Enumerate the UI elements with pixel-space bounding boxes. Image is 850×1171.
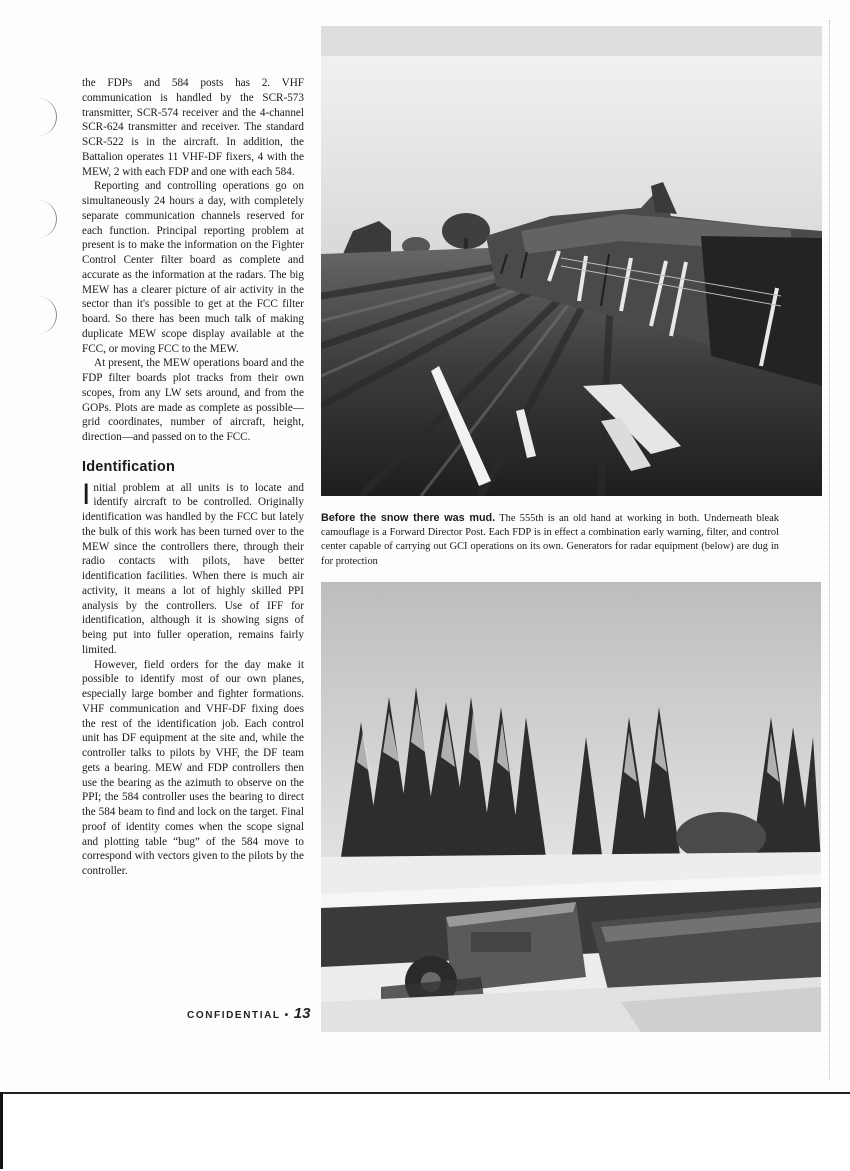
body-paragraph: However, field orders for the day make it possible to identify most of our own planes, especially large bomber and fighter formations. VHF communication and VHF-DF fixing does the rest of the identification job. Each control unit has DF equipment at the site and, while the controller talks to pilots by VHF, the DF team gets a bearing. MEW and FDP controllers then use the bearing as the azimuth to observe on the PPI; the 584 controller uses the bearing to direct the 584 beam to find and lock on the target. Final proof of identity comes when the scope signal and plotting table “bug” of the 584 move to correspond with vectors given to the pilots by the controller. xyxy=(82,658,304,877)
scan-bottom-margin xyxy=(0,1092,850,1171)
footer-separator: • xyxy=(284,1010,290,1021)
caption-heading: Before the snow there was mud. xyxy=(321,512,496,524)
scan-edge-mark xyxy=(0,1092,3,1169)
body-paragraph: the FDPs and 584 posts has 2. VHF communication is handled by the SCR-573 transmitter, SCR-574 receiver and the 4-channel SCR-624 transmitter and receiver. The standard SCR-522 is in the aircraft. In addition, the Battalion operates 11 VHF-DF fixers, 4 with the MEW, 2 with each FDP and one with each 584. xyxy=(82,77,304,178)
punch-hole-mark xyxy=(30,200,57,238)
photo-dug-in-generators xyxy=(321,582,821,1032)
photo-camouflaged-fdp xyxy=(321,26,822,496)
page-number: 13 xyxy=(293,1005,311,1022)
left-text-column xyxy=(82,76,304,879)
punch-hole-mark xyxy=(30,98,57,136)
drop-cap: I xyxy=(82,477,91,511)
photo-caption xyxy=(321,511,779,569)
body-paragraph: Reporting and controlling operations go on simultaneously 24 hours a day, with completely separate communication channels reserved for each function. Principal reporting problem at present is to make the information on the Fighter Control Center filter board as complete and accurate as the information at the radars. The big MEW has a clearer picture of air activity in the sector than it's possible to get at the FCC filter board. So there has been much talk of making duplicate MEW scope display available at the FCC, or moving FCC to the MEW. xyxy=(82,180,304,355)
body-paragraph: At present, the MEW operations board and the FDP filter boards plot tracks from their own scopes, from any LW sets around, and from the GOPs. Plots are made as complete as possible—grid coordinates, number of aircraft, height, direction—and passed on to the FCC. xyxy=(82,357,304,443)
photo-illustration xyxy=(321,26,822,496)
caption-text: The 555th is an old hand at working in both. Underneath bleak camouflage is a Forward Director Post. Each FDP is in effect a combination early warning, filter, and control center capable of carrying out GCI operations on its own. Generators for radar equipment (below) are dug in for protection xyxy=(321,513,779,567)
page-edge-rule xyxy=(829,20,830,1080)
photo-illustration xyxy=(321,582,821,1032)
punch-hole-mark xyxy=(30,296,57,334)
page-footer xyxy=(187,1005,310,1022)
section-heading: Identification xyxy=(82,458,176,475)
body-paragraph xyxy=(82,477,304,658)
classification-label: CONFIDENTIAL xyxy=(187,1010,281,1021)
paragraph-text: nitial problem at all units is to locate and identify aircraft to be controlled. Originally identification was handled by the FCC but lately the bulk of this work has been turned over to the MEW since the controllers there, through their radio contacts with pilots, have better identification facilities. When there is much air activity, it means a lot of highly skilled PPI analysis by the controllers. Use of IFF for identification, although it is showing signs of being put into fuller operation, remains fairly limited. xyxy=(82,481,304,656)
